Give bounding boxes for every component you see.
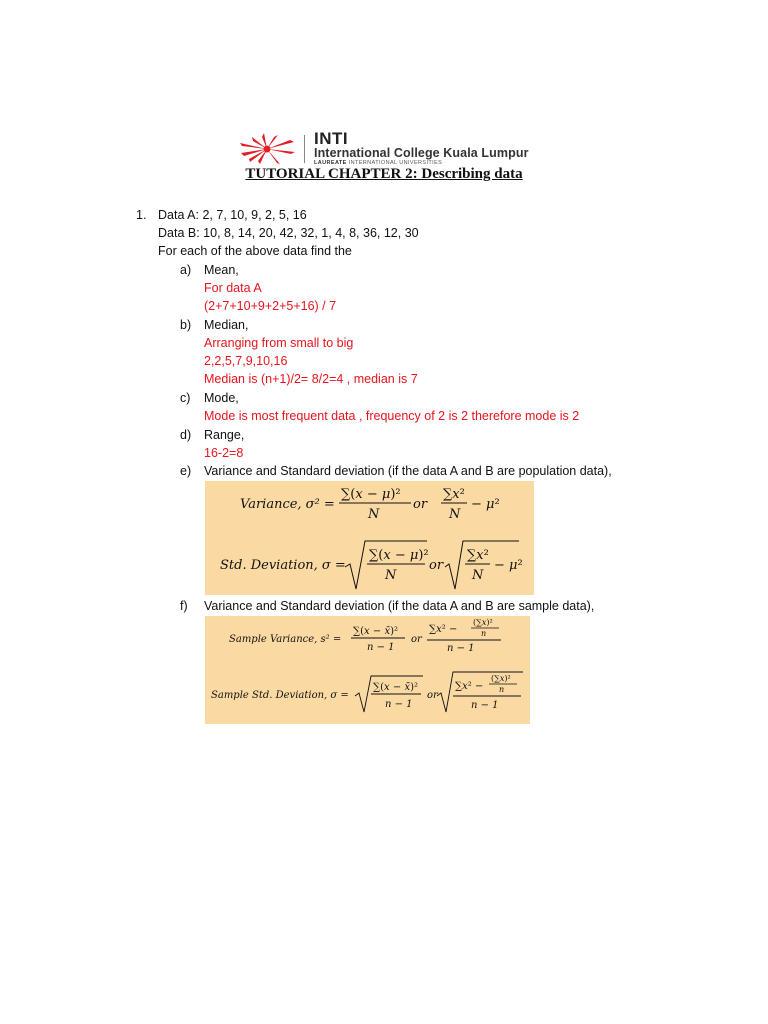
population-or-2: or [429, 558, 444, 573]
part-d-answer-line: 16-2=8 [204, 446, 244, 460]
part-f-letter: f) [180, 599, 188, 613]
inti-logo [238, 131, 538, 167]
page-title: TUTORIAL CHAPTER 2: Describing data [245, 166, 523, 182]
svg-text:∑(x − x̄)²: ∑(x − x̄)² [373, 682, 418, 693]
inti-star-logo-icon [238, 133, 296, 165]
part-b-letter: b) [180, 318, 192, 332]
logo-divider [304, 135, 305, 163]
svg-text:(∑x)²: (∑x)² [473, 618, 493, 627]
logo-tagline: LAUREATE INTERNATIONAL UNIVERSITIES [314, 160, 443, 166]
svg-text:∑(x − μ)²: ∑(x − μ)² [369, 548, 429, 563]
part-d-letter: d) [180, 428, 192, 442]
population-formula-box [205, 481, 534, 595]
svg-text:n − 1: n − 1 [367, 642, 395, 653]
svg-text:− μ²: − μ² [471, 497, 500, 512]
population-variance-label: Variance, σ² = [240, 497, 335, 512]
sample-variance-label: Sample Variance, s² = [229, 634, 342, 645]
svg-text:n − 1: n − 1 [385, 699, 413, 710]
svg-text:(∑x)²: (∑x)² [491, 674, 511, 683]
svg-text:∑(x − μ)²: ∑(x − μ)² [341, 487, 401, 502]
sample-formula-box [205, 616, 530, 724]
population-std-label: Std. Deviation, σ = [220, 558, 346, 573]
svg-text:∑x²: ∑x² [467, 548, 489, 563]
part-b-answer-line: Arranging from small to big [204, 336, 354, 350]
sample-or-2: or [427, 690, 438, 701]
part-c-letter: c) [180, 391, 191, 405]
data-b-line: Data B: 10, 8, 14, 20, 42, 32, 1, 4, 8, 36, 12, 30 [158, 226, 419, 240]
sample-or-1: or [411, 634, 422, 645]
population-or-1: or [413, 497, 428, 512]
svg-text:N: N [368, 507, 380, 522]
logo-brand: INTI [314, 129, 349, 148]
svg-text:∑x²: ∑x² [443, 487, 465, 502]
svg-text:N: N [449, 507, 461, 522]
data-a-line: Data A: 2, 7, 10, 9, 2, 5, 16 [158, 208, 307, 222]
svg-text:n − 1: n − 1 [447, 643, 475, 654]
svg-text:∑x² −: ∑x² − [429, 624, 458, 635]
part-a-label: Mean, [204, 263, 239, 277]
question-number: 1. [136, 208, 147, 222]
sample-formulas [205, 616, 530, 724]
part-e-letter: e) [180, 464, 192, 478]
part-a-answer-line: (2+7+10+9+2+5+16) / 7 [204, 299, 337, 313]
part-c-label: Mode, [204, 391, 239, 405]
part-b-answer-line: 2,2,5,7,9,10,16 [204, 354, 288, 368]
svg-text:N: N [472, 568, 484, 583]
part-f-label: Variance and Standard deviation (if the data A and B are sample data), [204, 599, 595, 613]
part-b-answer-line: Median is (n+1)/2= 8/2=4 , median is 7 [204, 372, 418, 386]
population-formulas [205, 481, 534, 595]
logo-text [314, 131, 529, 167]
instruction-line: For each of the above data find the [158, 244, 352, 258]
part-c-answer-line: Mode is most frequent data , frequency of 2 is 2 therefore mode is 2 [204, 409, 580, 423]
svg-text:∑x² −: ∑x² − [455, 681, 484, 692]
svg-text:n: n [481, 629, 487, 638]
part-a-answer-line: For data A [204, 281, 262, 295]
svg-text:∑(x − x̄)²: ∑(x − x̄)² [353, 626, 398, 637]
svg-text:n − 1: n − 1 [471, 700, 499, 711]
svg-text:− μ²: − μ² [494, 558, 523, 573]
part-d-label: Range, [204, 428, 245, 442]
part-e-label: Variance and Standard deviation (if the data A and B are population data), [204, 464, 612, 478]
svg-text:N: N [385, 568, 397, 583]
logo-college-name: International College Kuala Lumpur [314, 146, 529, 160]
svg-text:n: n [499, 685, 505, 694]
part-a-letter: a) [180, 263, 192, 277]
sample-std-label: Sample Std. Deviation, σ = [211, 690, 349, 701]
part-b-label: Median, [204, 318, 249, 332]
